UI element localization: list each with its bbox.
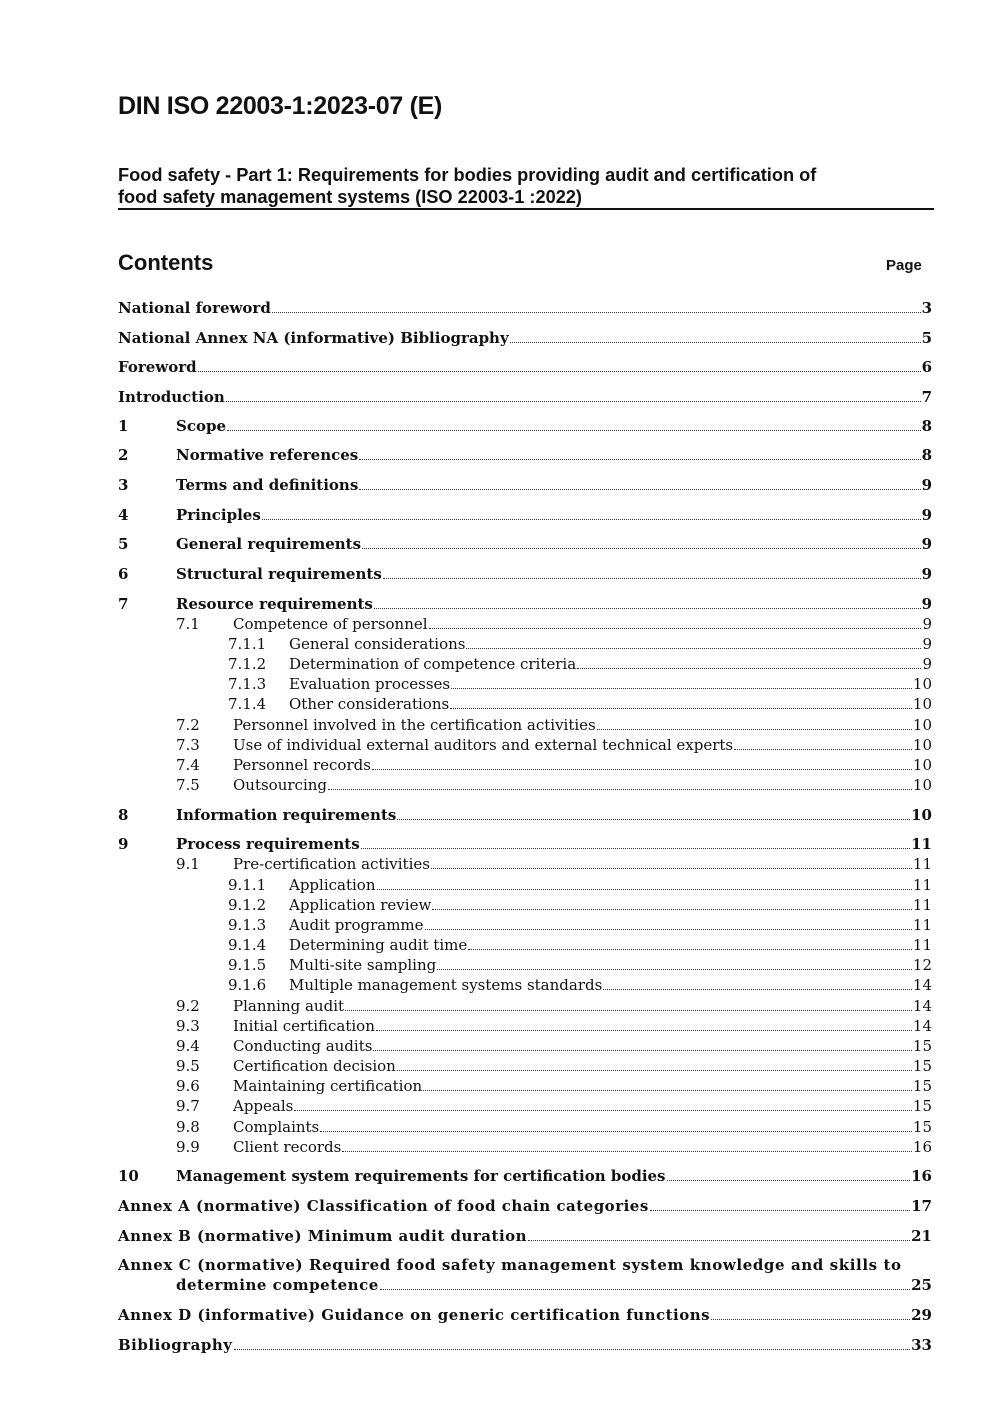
dot-leader bbox=[234, 1349, 911, 1350]
toc-entry-number: 9.1.4 bbox=[228, 936, 267, 954]
toc-entry-page: 15 bbox=[912, 1097, 932, 1115]
toc-entry-number: 9.1.6 bbox=[228, 976, 267, 994]
toc-entry-title: Certification decision bbox=[233, 1057, 396, 1075]
toc-entry[interactable] bbox=[118, 805, 932, 825]
toc-entry-page: 10 bbox=[911, 806, 932, 824]
document-subtitle bbox=[118, 164, 934, 210]
toc-entry[interactable] bbox=[118, 416, 932, 436]
toc-entry-page: 12 bbox=[912, 956, 932, 974]
toc-entry[interactable] bbox=[118, 1036, 932, 1056]
dot-leader bbox=[397, 819, 910, 820]
toc-entry-title: Annex D (informative) Guidance on generic certification functions bbox=[118, 1306, 711, 1324]
toc-entry-title: Bibliography bbox=[118, 1336, 233, 1354]
toc-entry-title: Initial certification bbox=[233, 1017, 375, 1035]
dot-leader bbox=[432, 909, 912, 910]
document-title: DIN ISO 22003-1:2023-07 (E) bbox=[118, 92, 443, 120]
toc-entry[interactable] bbox=[118, 1056, 932, 1076]
toc-entry-number: 9.1.3 bbox=[228, 916, 267, 934]
toc-entry-title: Determining audit time bbox=[289, 936, 468, 954]
toc-entry[interactable] bbox=[118, 694, 932, 714]
toc-entry-page: 11 bbox=[912, 896, 932, 914]
toc-entry-title: Principles bbox=[176, 506, 261, 524]
dot-leader bbox=[711, 1319, 910, 1320]
dot-leader bbox=[359, 489, 920, 490]
toc-entry-number: 9.1.2 bbox=[228, 896, 267, 914]
toc-entry-page: 29 bbox=[911, 1306, 932, 1324]
toc-entry-page: 9 bbox=[921, 595, 932, 613]
toc-entry[interactable] bbox=[118, 387, 932, 407]
toc-entry-page: 5 bbox=[921, 329, 932, 347]
toc-entry[interactable] bbox=[118, 1137, 932, 1157]
toc-entry-page: 25 bbox=[911, 1276, 932, 1294]
toc-entry-title: Scope bbox=[176, 417, 227, 435]
toc-entry[interactable] bbox=[118, 445, 932, 465]
dot-leader bbox=[361, 848, 910, 849]
toc-entry-title: General requirements bbox=[176, 535, 362, 553]
toc-entry-number: 9.1.1 bbox=[228, 876, 267, 894]
toc-entry-page: 15 bbox=[912, 1037, 932, 1055]
dot-leader bbox=[328, 789, 912, 790]
toc-entry[interactable] bbox=[118, 854, 932, 874]
dot-leader bbox=[423, 1090, 912, 1091]
toc-entry[interactable] bbox=[118, 298, 932, 318]
toc-entry-number: 6 bbox=[118, 565, 129, 583]
toc-entry-title: Conducting audits bbox=[233, 1037, 373, 1055]
toc-entry[interactable] bbox=[118, 1226, 932, 1246]
toc-entry[interactable] bbox=[118, 1016, 932, 1036]
toc-entry-title: Determination of competence criteria bbox=[289, 655, 577, 673]
toc-entry[interactable] bbox=[118, 614, 932, 634]
toc-entry-page: 10 bbox=[912, 736, 932, 754]
toc-entry-page: 15 bbox=[912, 1077, 932, 1095]
toc-entry-number: 9.1 bbox=[176, 855, 200, 873]
toc-entry-title: Resource requirements bbox=[176, 595, 373, 613]
toc-entry-title: Process requirements bbox=[176, 835, 360, 853]
dot-leader bbox=[380, 1289, 910, 1290]
toc-entry-page: 9 bbox=[921, 535, 932, 553]
toc-entry-page: 9 bbox=[922, 615, 932, 633]
dot-leader bbox=[359, 459, 920, 460]
toc-entry-title: Foreword bbox=[118, 358, 197, 376]
toc-entry-title: determine competence bbox=[176, 1276, 379, 1294]
toc-entry[interactable] bbox=[118, 505, 932, 525]
toc-entry[interactable] bbox=[118, 674, 932, 694]
toc-entry-page: 9 bbox=[922, 635, 932, 653]
toc-entry-title: Personnel involved in the certification activities bbox=[233, 716, 596, 734]
toc-entry-title: Structural requirements bbox=[176, 565, 382, 583]
toc-entry[interactable] bbox=[118, 1076, 932, 1096]
toc-entry-page: 8 bbox=[921, 417, 932, 435]
toc-entry-title: Planning audit bbox=[233, 997, 345, 1015]
toc-entry-page: 11 bbox=[912, 936, 932, 954]
toc-entry-number: 9 bbox=[118, 835, 129, 853]
toc-entry[interactable] bbox=[118, 357, 932, 377]
toc-entry[interactable]: Annex C (normative) Required food safety management system knowledge and skills to bbox=[118, 1256, 902, 1274]
dot-leader bbox=[510, 342, 921, 343]
toc-entry-page: 3 bbox=[921, 299, 932, 317]
toc-entry[interactable] bbox=[118, 328, 932, 348]
toc-entry-number: 7.1.4 bbox=[228, 695, 267, 713]
toc-entry[interactable] bbox=[118, 1166, 932, 1186]
dot-leader bbox=[320, 1131, 912, 1132]
toc-entry-page: 10 bbox=[912, 716, 932, 734]
toc-entry[interactable] bbox=[118, 634, 932, 654]
toc-entry-title: Annex A (normative) Classification of food chain categories bbox=[118, 1197, 649, 1215]
dot-leader bbox=[466, 648, 921, 649]
toc-entry-page: 15 bbox=[912, 1057, 932, 1075]
toc-entry-page: 9 bbox=[921, 506, 932, 524]
dot-leader bbox=[734, 749, 912, 750]
toc-entry-page: 9 bbox=[922, 655, 932, 673]
toc-entry-title: Normative references bbox=[176, 446, 359, 464]
toc-entry-number: 8 bbox=[118, 806, 129, 824]
toc-entry-page: 15 bbox=[912, 1118, 932, 1136]
dot-leader bbox=[373, 1050, 911, 1051]
toc-entry-page: 21 bbox=[911, 1227, 932, 1245]
toc-entry[interactable] bbox=[118, 564, 932, 584]
toc-entry-title: Other considerations bbox=[289, 695, 450, 713]
toc-entry-page: 14 bbox=[912, 1017, 932, 1035]
toc-entry[interactable] bbox=[118, 1335, 932, 1355]
subtitle-line-1: Food safety - Part 1: Requirements for bodies providing audit and certification of bbox=[118, 165, 817, 185]
dot-leader bbox=[577, 668, 921, 669]
toc-entry-number: 7.1.3 bbox=[228, 675, 267, 693]
toc-entry-page: 10 bbox=[912, 756, 932, 774]
toc-entry-title: Evaluation processes bbox=[289, 675, 451, 693]
toc-entry-number: 9.2 bbox=[176, 997, 200, 1015]
dot-leader bbox=[650, 1210, 910, 1211]
contents-heading: Contents bbox=[118, 250, 214, 275]
toc-entry-page: 8 bbox=[921, 446, 932, 464]
toc-entry-page: 6 bbox=[921, 358, 932, 376]
dot-leader bbox=[597, 729, 912, 730]
toc-entry[interactable] bbox=[118, 1305, 932, 1325]
toc-entry-number: 2 bbox=[118, 446, 129, 464]
toc-entry-number: 7.4 bbox=[176, 756, 200, 774]
toc-entry-page: 33 bbox=[911, 1336, 932, 1354]
toc-entry-title: Appeals bbox=[233, 1097, 294, 1115]
toc-entry-title: Management system requirements for certification bodies bbox=[176, 1167, 666, 1185]
toc-entry-page: 14 bbox=[912, 976, 932, 994]
toc-entry-page: 10 bbox=[912, 675, 932, 693]
toc-entry-title: Application review bbox=[289, 896, 432, 914]
toc-entry-title: Pre-certification activities bbox=[233, 855, 430, 873]
toc-entry-title: Annex B (normative) Minimum audit duration bbox=[118, 1227, 528, 1245]
toc-entry-title: Introduction bbox=[118, 388, 225, 406]
toc-entry-number: 9.6 bbox=[176, 1077, 200, 1095]
toc-entry-number: 5 bbox=[118, 535, 129, 553]
dot-leader bbox=[262, 519, 921, 520]
toc-entry-title: National Annex NA (informative) Bibliography bbox=[118, 329, 509, 347]
toc-entry[interactable] bbox=[118, 1275, 932, 1295]
toc-entry[interactable] bbox=[118, 715, 932, 735]
dot-leader bbox=[362, 548, 921, 549]
toc-entry[interactable] bbox=[118, 996, 932, 1016]
toc-entry[interactable] bbox=[118, 654, 932, 674]
dot-leader bbox=[383, 578, 921, 579]
toc-entry[interactable] bbox=[118, 915, 932, 935]
toc-entry-title: Outsourcing bbox=[233, 776, 328, 794]
dot-leader bbox=[342, 1151, 912, 1152]
toc-entry-page: 9 bbox=[921, 565, 932, 583]
dot-leader bbox=[437, 969, 912, 970]
toc-entry-number: 3 bbox=[118, 476, 129, 494]
toc-entry[interactable] bbox=[118, 775, 932, 795]
toc-entry-page: 16 bbox=[911, 1167, 932, 1185]
toc-entry-number: 10 bbox=[118, 1167, 139, 1185]
toc-entry-number: 7.1.2 bbox=[228, 655, 267, 673]
dot-leader bbox=[345, 1010, 912, 1011]
toc-entry[interactable] bbox=[118, 1096, 932, 1116]
toc-entry[interactable] bbox=[118, 895, 932, 915]
toc-entry-page: 11 bbox=[911, 835, 932, 853]
toc-entry[interactable] bbox=[118, 875, 932, 895]
toc-entry-title: Competence of personnel bbox=[233, 615, 428, 633]
toc-entry[interactable] bbox=[118, 955, 932, 975]
toc-entry[interactable] bbox=[118, 755, 932, 775]
dot-leader bbox=[431, 868, 912, 869]
toc-entry-title: Complaints bbox=[233, 1118, 320, 1136]
toc-entry-page: 9 bbox=[921, 476, 932, 494]
dot-leader bbox=[451, 688, 912, 689]
toc-entry-title: Terms and definitions bbox=[176, 476, 359, 494]
toc-entry-number: 9.8 bbox=[176, 1118, 200, 1136]
dot-leader bbox=[294, 1110, 912, 1111]
toc-entry-title: Multi-site sampling bbox=[289, 956, 437, 974]
toc-entry-number: 7.5 bbox=[176, 776, 200, 794]
dot-leader bbox=[272, 312, 921, 313]
toc-entry-number: 9.1.5 bbox=[228, 956, 267, 974]
toc-entry-number: 7.3 bbox=[176, 736, 200, 754]
toc-entry-page: 11 bbox=[912, 855, 932, 873]
toc-entry[interactable] bbox=[118, 834, 932, 854]
toc-entry-number: 9.3 bbox=[176, 1017, 200, 1035]
toc-entry[interactable] bbox=[118, 475, 932, 495]
toc-entry[interactable] bbox=[118, 1117, 932, 1137]
toc-entry-title: Personnel records bbox=[233, 756, 371, 774]
toc-entry-title: Use of individual external auditors and external technical experts bbox=[233, 736, 734, 754]
dot-leader bbox=[468, 949, 912, 950]
subtitle-line-2: food safety management systems (ISO 22003-1 :2022) bbox=[118, 187, 582, 207]
dot-leader bbox=[450, 708, 912, 709]
toc-entry-number: 9.5 bbox=[176, 1057, 200, 1075]
toc-entry-page: 10 bbox=[912, 695, 932, 713]
toc-entry-page: 17 bbox=[911, 1197, 932, 1215]
toc-entry-number: 7.1 bbox=[176, 615, 200, 633]
toc-entry-page: 7 bbox=[921, 388, 932, 406]
toc-entry-number: 7.1.1 bbox=[228, 635, 267, 653]
toc-entry-number: 1 bbox=[118, 417, 129, 435]
dot-leader bbox=[603, 989, 912, 990]
toc-entry-title: Client records bbox=[233, 1138, 342, 1156]
toc-entry-title: Audit programme bbox=[289, 916, 424, 934]
toc-entry-number: 9.9 bbox=[176, 1138, 200, 1156]
toc-entry[interactable] bbox=[118, 594, 932, 614]
toc-entry[interactable] bbox=[118, 975, 932, 995]
dot-leader bbox=[377, 889, 912, 890]
toc-entry-number: 9.7 bbox=[176, 1097, 200, 1115]
toc-entry-title: Application bbox=[289, 876, 376, 894]
dot-leader bbox=[397, 1070, 912, 1071]
dot-leader bbox=[374, 608, 921, 609]
toc-entry-page: 11 bbox=[912, 876, 932, 894]
dot-leader bbox=[528, 1240, 910, 1241]
dot-leader bbox=[226, 401, 921, 402]
toc-entry-page: 16 bbox=[912, 1138, 932, 1156]
dot-leader bbox=[372, 769, 912, 770]
toc-entry-title: General considerations bbox=[289, 635, 466, 653]
dot-leader bbox=[429, 628, 922, 629]
dot-leader bbox=[198, 371, 921, 372]
dot-leader bbox=[227, 430, 921, 431]
toc-entry-title: National foreword bbox=[118, 299, 271, 317]
toc-entry-title: Information requirements bbox=[176, 806, 397, 824]
toc-entry-title: Maintaining certification bbox=[233, 1077, 423, 1095]
toc-entry-number: 7 bbox=[118, 595, 129, 613]
toc-entry-number: 4 bbox=[118, 506, 129, 524]
dot-leader bbox=[425, 929, 912, 930]
toc-entry[interactable] bbox=[118, 935, 932, 955]
toc-entry-number: 9.4 bbox=[176, 1037, 200, 1055]
toc-entry-number: 7.2 bbox=[176, 716, 200, 734]
toc-entry-page: 14 bbox=[912, 997, 932, 1015]
toc-entry-title: Multiple management systems standards bbox=[289, 976, 603, 994]
toc-entry[interactable] bbox=[118, 1196, 932, 1216]
dot-leader bbox=[376, 1030, 912, 1031]
page-column-heading: Page bbox=[886, 257, 922, 274]
toc-entry[interactable] bbox=[118, 735, 932, 755]
toc-entry-page: 10 bbox=[912, 776, 932, 794]
dot-leader bbox=[667, 1180, 911, 1181]
toc-entry[interactable] bbox=[118, 534, 932, 554]
toc-entry-page: 11 bbox=[912, 916, 932, 934]
